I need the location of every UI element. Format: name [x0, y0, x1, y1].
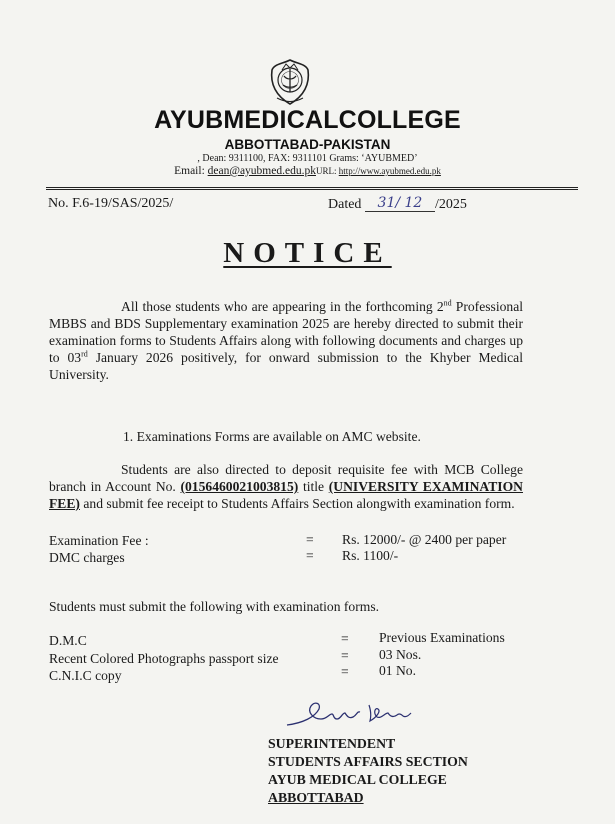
fee-label-exam: Examination Fee :: [49, 533, 149, 548]
header-rule-top: [46, 187, 578, 188]
handwritten-signature: [285, 697, 415, 731]
doc-label-dmc: D.M.C: [49, 633, 87, 648]
date-year: /2025: [434, 197, 467, 212]
sig-city: ABBOTTABAD: [268, 790, 364, 805]
doc-label-cnic: C.N.I.C copy: [49, 668, 122, 683]
paragraph1-sup2: rd: [81, 349, 88, 359]
url-label: URL:: [315, 166, 339, 176]
account-number: (0156460021003815): [180, 479, 299, 494]
paragraph2-part1: Students are also directed to deposit requisite fee with MCB College branch in Account No.: [49, 462, 523, 494]
doc-value-dmc: Previous Examinations: [379, 630, 505, 645]
doc-value-photos: 03 Nos.: [379, 647, 422, 662]
email-line: [0, 165, 615, 177]
paragraph2-part3: and submit fee receipt to Students Affairs Section alongwith examination form.: [79, 496, 515, 511]
paragraph1-sup1: nd: [443, 298, 452, 308]
paragraph1-part2: Professional MBBS and BDS Supplementary examination 2025 are hereby directed to submit their examination forms to Students Affairs along with following documents and charges up to 03: [49, 299, 524, 365]
contact-line: , Dean: 9311100, FAX: 9311101 Grams: ‘AYUBMED’: [197, 153, 418, 164]
paragraph1-part3: January 2026 positively, for onward submission to the Khyber Medical University.: [49, 350, 523, 382]
paragraph2-part2: title: [298, 479, 329, 494]
paragraph-fee-deposit: [49, 461, 523, 512]
date-line: [328, 196, 467, 213]
dated-label: Dated: [328, 197, 362, 212]
fee-value-exam: Rs. 12000/- @ 2400 per paper: [342, 532, 507, 547]
handwritten-date: 31/ 12: [365, 195, 435, 212]
doc-eq-cnic: =: [341, 664, 349, 679]
fee-label-dmc: DMC charges: [49, 550, 125, 565]
header-rule-bottom: [46, 189, 578, 190]
sig-designation: SUPERINTENDENT: [268, 736, 396, 751]
fee-eq-exam: =: [306, 532, 314, 547]
fee-eq-dmc: =: [306, 548, 314, 563]
paragraph-submission-text: [49, 298, 523, 383]
doc-value-cnic: 01 No.: [379, 663, 417, 678]
email-label: Email:: [174, 165, 208, 177]
college-city: ABBOTTABAD-PAKISTAN: [224, 137, 391, 152]
college-name: AYUBMEDICALCOLLEGE: [154, 106, 461, 134]
submit-instruction: Students must submit the following with examination forms.: [49, 599, 380, 614]
notice-title: NOTICE: [223, 237, 392, 269]
list-item-forms: 1. Examinations Forms are available on AMC website.: [123, 429, 421, 444]
email-link[interactable]: dean@ayubmed.edu.pk: [207, 165, 316, 177]
sig-section: STUDENTS AFFAIRS SECTION: [268, 754, 468, 769]
paragraph1-part1: All those students who are appearing in the forthcoming 2: [121, 299, 444, 314]
website-link[interactable]: http://www.ayubmed.edu.pk: [338, 166, 441, 176]
college-crest-icon: [268, 58, 312, 106]
paragraph-fee-text: [49, 461, 523, 512]
doc-eq-photos: =: [341, 648, 349, 663]
doc-eq-dmc: =: [341, 631, 349, 646]
paragraph-submission: [49, 298, 523, 383]
signature-block: [268, 735, 468, 807]
reference-number: No. F.6-19/SAS/2025/: [48, 196, 174, 211]
sig-college: AYUB MEDICAL COLLEGE: [268, 772, 447, 787]
fee-value-dmc: Rs. 1100/-: [342, 548, 399, 563]
doc-label-photos: Recent Colored Photographs passport size: [49, 651, 279, 666]
account-title: (UNIVERSITY EXAMINATION FEE): [49, 479, 523, 511]
